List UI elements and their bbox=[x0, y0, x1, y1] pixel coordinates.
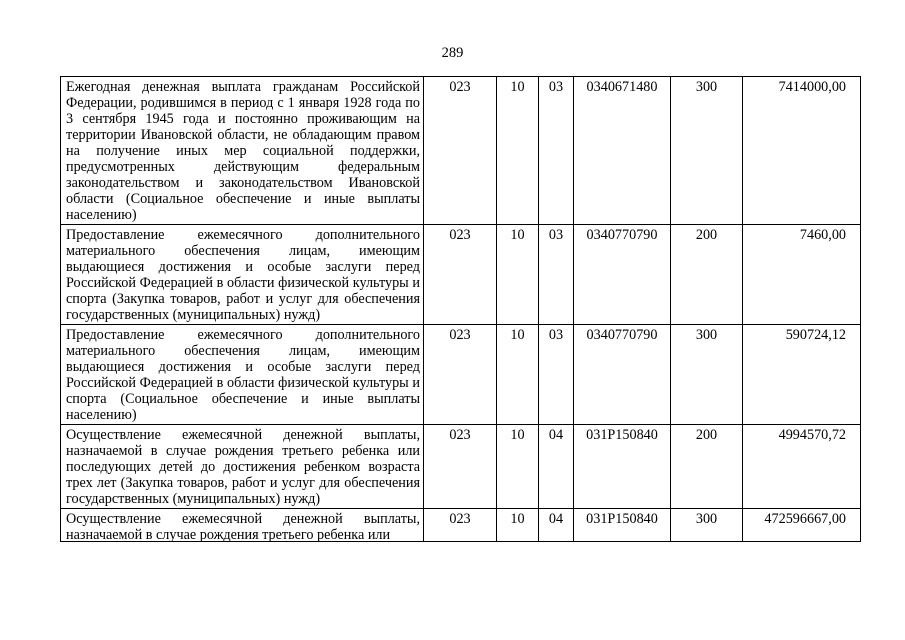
expense-type: 200 bbox=[671, 225, 743, 325]
target-article: 031P150840 bbox=[574, 509, 671, 542]
section-code: 10 bbox=[497, 325, 539, 425]
table-row bbox=[61, 425, 861, 509]
expense-type: 300 bbox=[671, 509, 743, 542]
subsection-code: 03 bbox=[539, 325, 574, 425]
row-description: Осуществление ежемесячной денежной выплаты, назначаемой в случае рождения третьего ребенка или последующих детей до достижения ребенком возраста трех лет (Закупка товаров, работ и услуг для обеспечения государственных (муниципальных) нужд) bbox=[61, 425, 424, 509]
ministry-code: 023 bbox=[424, 509, 497, 542]
section-code: 10 bbox=[497, 77, 539, 225]
ministry-code: 023 bbox=[424, 225, 497, 325]
amount: 472596667,00 bbox=[743, 509, 861, 542]
section-code: 10 bbox=[497, 509, 539, 542]
table-row bbox=[61, 225, 861, 325]
row-description: Предоставление ежемесячного дополнительного материального обеспечения лицам, имеющим выдающиеся достижения и особые заслуги перед Российской Федерацией в области физической культуры и спорта (Социальное обеспечение и иные выплаты населению) bbox=[61, 325, 424, 425]
amount: 4994570,72 bbox=[743, 425, 861, 509]
row-description-text: Осуществление ежемесячной денежной выплаты, назначаемой в случае рождения третьего ребенка или bbox=[66, 511, 420, 541]
table-row bbox=[61, 509, 861, 542]
target-article: 0340770790 bbox=[574, 325, 671, 425]
budget-table bbox=[60, 76, 861, 542]
target-article: 031P150840 bbox=[574, 425, 671, 509]
table-row bbox=[61, 325, 861, 425]
target-article: 0340770790 bbox=[574, 225, 671, 325]
subsection-code: 03 bbox=[539, 225, 574, 325]
amount: 7414000,00 bbox=[743, 77, 861, 225]
expense-type: 300 bbox=[671, 77, 743, 225]
section-code: 10 bbox=[497, 225, 539, 325]
expense-type: 300 bbox=[671, 325, 743, 425]
target-article: 0340671480 bbox=[574, 77, 671, 225]
row-description: Предоставление ежемесячного дополнительного материального обеспечения лицам, имеющим выдающиеся достижения и особые заслуги перед Российской Федерацией в области физической культуры и спорта (Закупка товаров, работ и услуг для обеспечения государственных (муниципальных) нужд) bbox=[61, 225, 424, 325]
section-code: 10 bbox=[497, 425, 539, 509]
subsection-code: 04 bbox=[539, 425, 574, 509]
ministry-code: 023 bbox=[424, 425, 497, 509]
ministry-code: 023 bbox=[424, 77, 497, 225]
row-description: Ежегодная денежная выплата гражданам Российской Федерации, родившимся в период с 1 января 1928 года по 3 сентября 1945 года и постоянно проживающим на территории Ивановской области, не обладающим правом на получение иных мер социальной поддержки, предусмотренных действующим федеральным законодательством и законодательством Ивановской области (Социальное обеспечение и иные выплаты населению) bbox=[61, 77, 424, 225]
page-number: 289 bbox=[441, 45, 464, 61]
amount: 590724,12 bbox=[743, 325, 861, 425]
table-row bbox=[61, 77, 861, 225]
subsection-code: 03 bbox=[539, 77, 574, 225]
expense-type: 200 bbox=[671, 425, 743, 509]
subsection-code: 04 bbox=[539, 509, 574, 542]
ministry-code: 023 bbox=[424, 325, 497, 425]
row-description bbox=[61, 509, 424, 542]
amount: 7460,00 bbox=[743, 225, 861, 325]
